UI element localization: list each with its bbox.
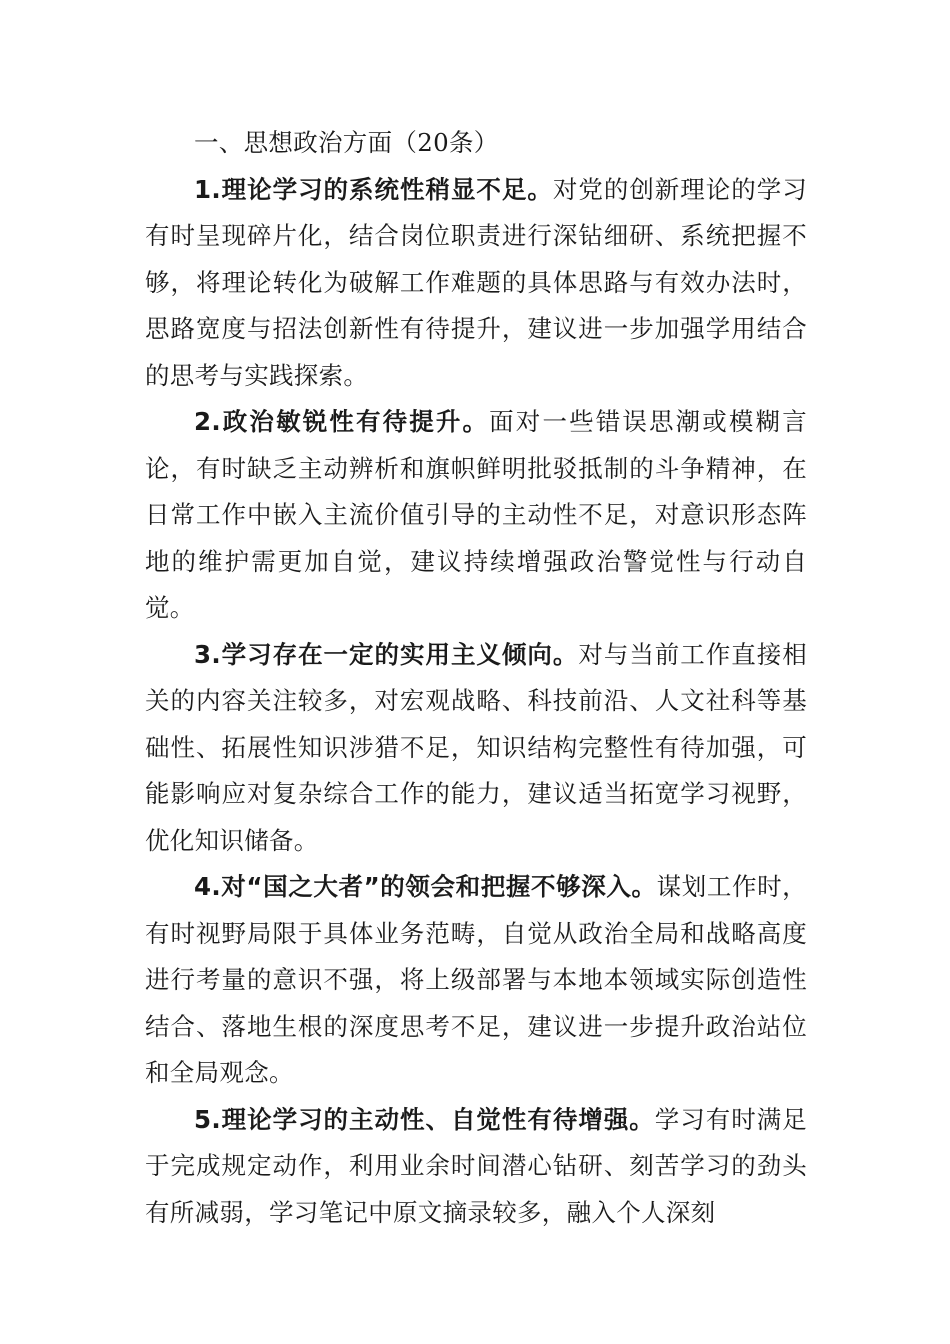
item-body-5: 学习有时满足于完成规定动作，利用业余时间潜心钻研、刻苦学习的劲头有所减弱，学习笔记中原文摘录较多，融入个人深刻 xyxy=(145,1104,807,1227)
item-title-5: 5.理论学习的主动性、自觉性有待增强。 xyxy=(194,1104,655,1134)
item-paragraph-2 xyxy=(145,399,807,632)
section-heading: 一、思想政治方面（20条） xyxy=(194,128,499,157)
item-body-1: 对党的创新理论的学习有时呈现碎片化，结合岗位职责进行深钻细研、系统把握不够，将理论转化为破解工作难题的具体思路与有效办法时，思路宽度与招法创新性有待提升，建议进一步加强学用结合的思考与实践探索。 xyxy=(145,174,807,390)
item-paragraph-3 xyxy=(145,632,807,865)
item-paragraph-5 xyxy=(145,1097,807,1237)
item-paragraph-4 xyxy=(145,864,807,1097)
item-body-4: 谋划工作时，有时视野局限于具体业务范畴，自觉从政治全局和战略高度进行考量的意识不强，将上级部署与本地本领域实际创造性结合、落地生根的深度思考不足，建议进一步提升政治站位和全局观念。 xyxy=(145,872,807,1087)
item-body-3: 对与当前工作直接相关的内容关注较多，对宏观战略、科技前沿、人文社科等基础性、拓展性知识涉猎不足，知识结构完整性有待加强，可能影响应对复杂综合工作的能力，建议适当拓宽学习视野，优化知识储备。 xyxy=(145,639,807,855)
item-body-2: 面对一些错误思潮或模糊言论，有时缺乏主动辨析和旗帜鲜明批驳抵制的斗争精神，在日常工作中嵌入主流价值引导的主动性不足，对意识形态阵地的维护需更加自觉，建议持续增强政治警觉性与行动自觉。 xyxy=(145,407,807,622)
item-title-4: 4.对“国之大者”的领会和把握不够深入。 xyxy=(194,872,657,901)
item-title-2: 2.政治敏锐性有待提升。 xyxy=(194,407,490,436)
item-title-3: 3.学习存在一定的实用主义倾向。 xyxy=(194,639,579,669)
item-title-1: 1.理论学习的系统性稍显不足。 xyxy=(194,174,553,204)
item-paragraph-1 xyxy=(145,167,807,400)
document-body xyxy=(145,120,807,1236)
